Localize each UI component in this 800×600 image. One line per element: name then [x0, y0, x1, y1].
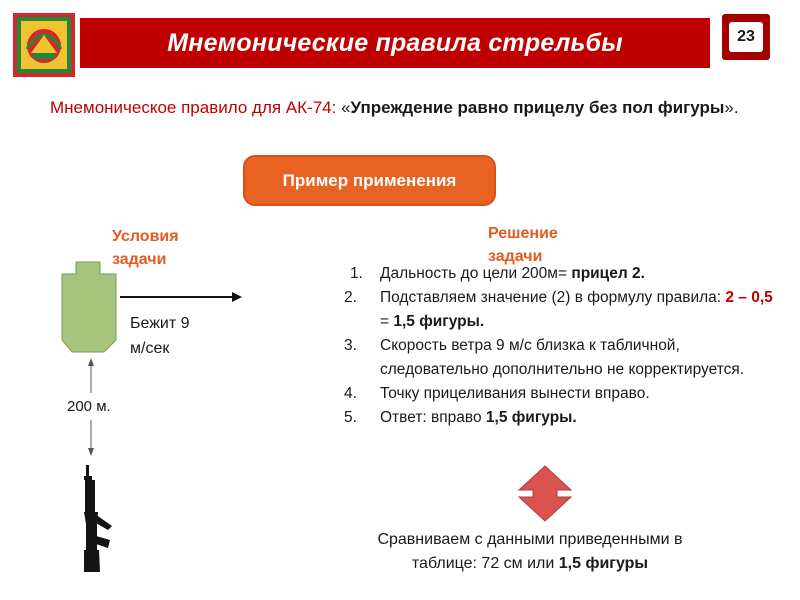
rifle-icon: [84, 465, 112, 572]
list-item: [344, 262, 784, 286]
solution-label-line1: Решение: [488, 225, 558, 242]
step-text: Подставляем значение (2) в формулу правила:: [380, 289, 726, 306]
step-text: Скорость ветра 9 м/с близка к табличной, следовательно дополнительно не корректируется.: [380, 337, 745, 378]
step-number: 5.: [344, 409, 357, 426]
conditions-label-line1: Условия: [112, 228, 179, 245]
step-text: Точку прицеливания вынести вправо.: [380, 385, 650, 402]
slide-number: 23: [729, 22, 763, 52]
target-speed: [130, 311, 250, 361]
right-arrow-icon: [120, 292, 242, 302]
step-number: 3.: [344, 337, 357, 354]
target-speed-line1: Бежит 9: [130, 315, 190, 332]
step-bold: 1,5 фигуры.: [485, 409, 577, 426]
step-text-2: =: [380, 313, 394, 330]
step-text: Ответ: вправо: [380, 409, 486, 426]
comparison-note: [340, 528, 720, 576]
rule-quote-open: «: [336, 98, 351, 117]
comparison-line1: Сравниваем с данными приведенными в: [377, 531, 683, 548]
rule-quote: Упреждение равно прицелу без пол фигуры: [350, 98, 725, 117]
rule-lead: Мнемоническое правило для АК-74:: [50, 98, 337, 117]
comparison-line2-text: таблице: 72 см или: [411, 555, 559, 572]
solution-steps: [344, 262, 784, 430]
step-formula: 2 – 0,5: [725, 289, 773, 306]
conditions-label-line2: задачи: [112, 251, 167, 268]
target-figure-icon: [62, 262, 116, 352]
step-number: 4.: [344, 385, 357, 402]
step-number: 2.: [344, 289, 357, 306]
rule-quote-close: ».: [724, 98, 739, 117]
example-button[interactable]: Пример применения: [243, 155, 496, 206]
target-speed-line2: м/сек: [130, 340, 170, 357]
step-bold: прицел 2.: [571, 265, 645, 282]
list-item: [344, 382, 784, 406]
distance-arrow-down-icon: [88, 420, 94, 456]
double-arrow-icon: [519, 466, 571, 521]
solution-label-line2: задачи: [488, 248, 543, 265]
list-item: [344, 286, 784, 334]
step-bold: 1,5 фигуры.: [393, 313, 485, 330]
target-distance: 200 м.: [67, 398, 111, 415]
comparison-line2-bold: 1,5 фигуры: [558, 555, 649, 572]
step-number: 1.: [350, 265, 363, 282]
step-text: Дальность до цели 200м=: [380, 265, 572, 282]
list-item: [344, 334, 784, 382]
list-item: [344, 406, 784, 430]
page-title: Мнемонические правила стрельбы: [167, 28, 623, 57]
distance-arrow-up-icon: [88, 358, 94, 393]
